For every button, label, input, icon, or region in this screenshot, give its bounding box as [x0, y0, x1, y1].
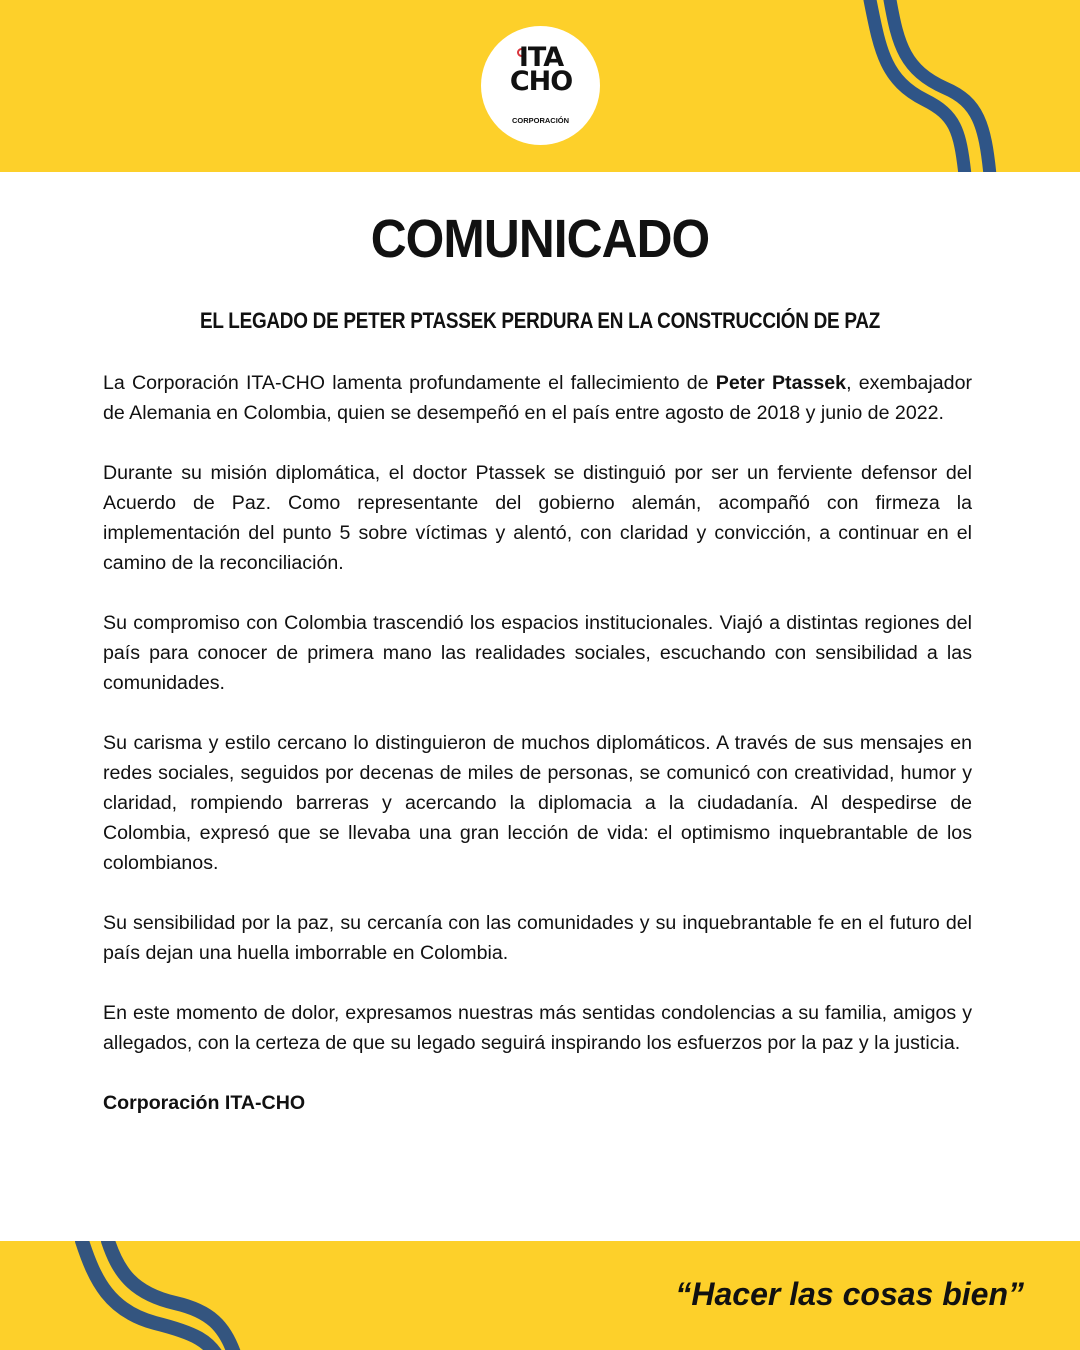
paragraph-2: Durante su misión diplomática, el doctor Ptassek se distinguió por ser un ferviente defensor del Acuerdo de Paz. Como representante del gobierno alemán, acompañó con firmeza la implementación del punto 5 sobre víctimas y alentó, con claridad y convicción, a continuar en el camino de la reconciliación. [103, 462, 972, 574]
paragraph-5: Su sensibilidad por la paz, su cercanía con las comunidades y su inquebrantable fe en el futuro del país dejan una huella imborrable en Colombia. [103, 912, 972, 964]
paragraph-1-text: La Corporación ITA-CHO lamenta profundamente el fallecimiento de [103, 372, 716, 394]
statement-body [103, 368, 972, 1148]
header-band [0, 0, 1080, 172]
wave-stripes-decoration [60, 1241, 260, 1350]
paragraph-6: En este momento de dolor, expresamos nuestras más sentidas condolencias a su familia, amigos y allegados, con la certeza de que su legado seguirá inspirando los esfuerzos por la paz y la justicia. [103, 1002, 972, 1054]
logo-text-ita: ITA [518, 42, 564, 73]
itacho-logo [481, 26, 600, 145]
paragraph-4: Su carisma y estilo cercano lo distinguieron de muchos diplomáticos. A través de sus mensajes en redes sociales, seguidos por decenas de miles de personas, se comunicó con creatividad, humor y claridad, rompiendo barreras y acercando la diplomacia a la ciudadanía. Al despedirse de Colombia, expresó que se llevaba una gran lección de vida: el optimismo inquebrantable de los colombianos. [103, 732, 972, 874]
logo-subtitle: CORPORACIÓN [511, 116, 570, 125]
wave-stripes-decoration [850, 0, 1010, 172]
signature: Corporación ITA-CHO [103, 1092, 306, 1114]
paragraph-1 [103, 368, 972, 428]
tagline: “Hacer las cosas bien” [675, 1276, 1024, 1312]
page-subtitle: EL LEGADO DE PETER PTASSEK PERDURA EN LA CONSTRUCCIÓN DE PAZ [199, 308, 881, 333]
paragraph-1-text-end: , exembajador de Alemania en Colombia, quien se desempeñó en el país entre agosto de 2018 y junio de 2022. [103, 372, 972, 424]
page-title: COMUNICADO [370, 209, 710, 269]
footer-band [0, 1241, 1080, 1350]
paragraph-3: Su compromiso con Colombia trascendió los espacios institucionales. Viajó a distintas regiones del país para conocer de primera mano las realidades sociales, escuchando con sensibilidad a las comunidades. [103, 612, 972, 694]
person-name: Peter Ptassek [715, 372, 847, 394]
logo-text-cho: CHO [509, 66, 573, 97]
